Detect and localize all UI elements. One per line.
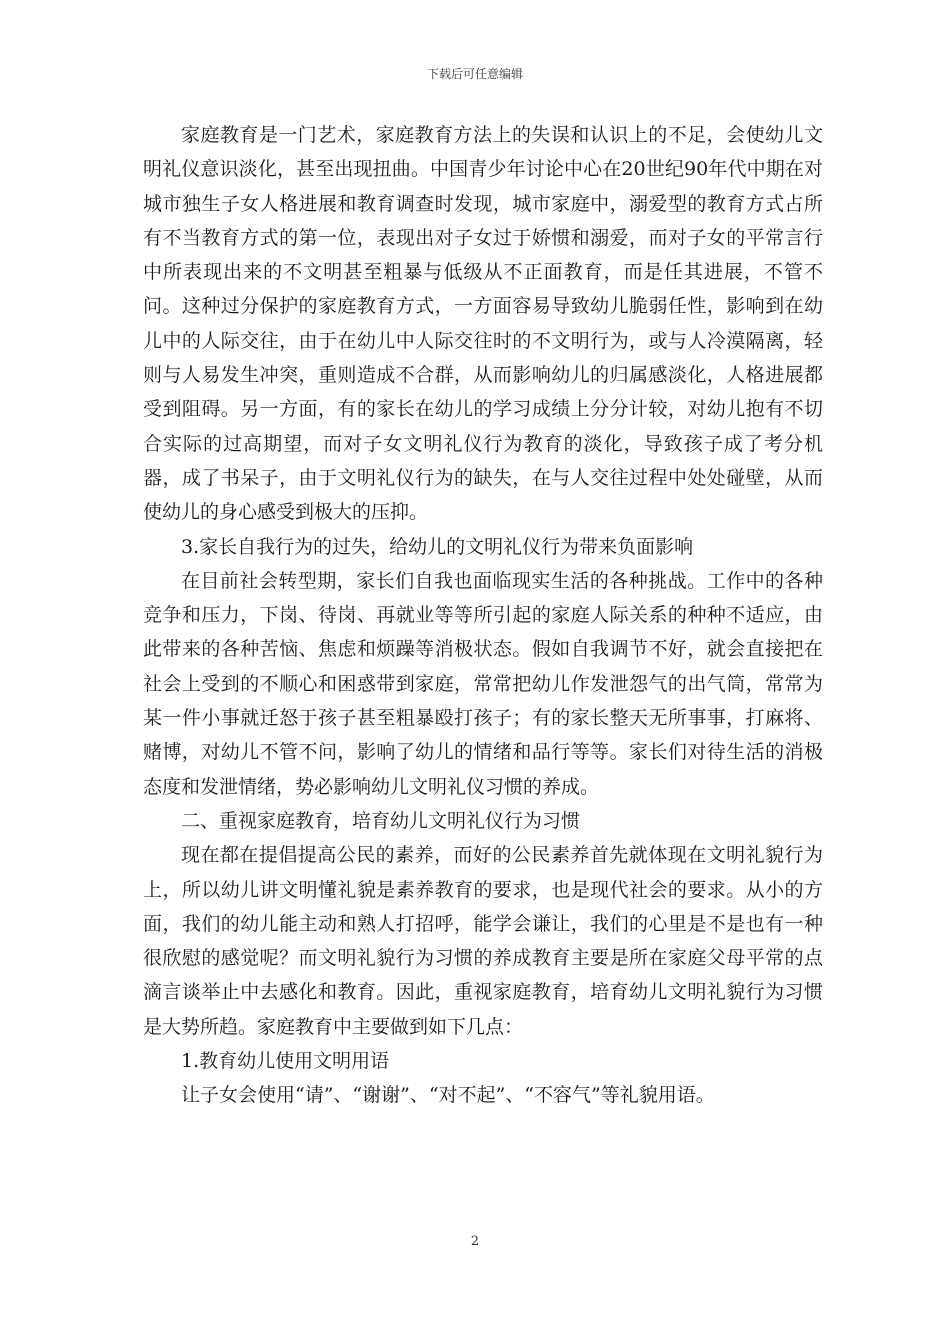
document-body (143, 118, 823, 1113)
section-heading: 二、重视家庭教育，培育幼儿文明礼仪行为习惯 (181, 809, 581, 832)
section-heading: 1.教育幼儿使用文明用语 (181, 1050, 390, 1073)
paragraph: 现在都在提倡提高公民的素养，而好的公民素养首先就体现在文明礼貌行为上，所以幼儿讲文明懂礼貌是素养教育的要求，也是现代社会的要求。从小的方面，我们的幼儿能主动和熟人打招呼，能学会谦让，我们的心里是不是也有一种很欣慰的感觉呢？而文明礼貌行为习惯的养成教育主要是所在家庭父母平常的点滴言谈举止中去感化和教育。因此，重视家庭教育，培育幼儿文明礼貌行为习惯是大势所趋。家庭教育中主要做到如下几点： (143, 844, 823, 1038)
page-number: 2 (470, 1234, 480, 1249)
section-heading: 3.家长自我行为的过失，给幼儿的文明礼仪行为带来负面影响 (181, 535, 694, 558)
paragraph: 家庭教育是一门艺术，家庭教育方法上的失误和认识上的不足，会使幼儿文明礼仪意识淡化，甚至出现扭曲。中国青少年讨论中心在20世纪90年代中期在对城市独生子女人格进展和教育调查时发现，城市家庭中，溺爱型的教育方式占所有不当教育方式的第一位，表现出对子女过于娇惯和溺爱，而对子女的平常言行中所表现出来的不文明甚至粗暴与低级从不正面教育，而是任其进展，不管不问。这种过分保护的家庭教育方式，一方面容易导致幼儿脆弱任性，影响到在幼儿中的人际交往，由于在幼儿中人际交往时的不文明行为，或与人冷漠隔离，轻则与人易发生冲突，重则造成不合群，从而影响幼儿的归属感淡化，人格进展都受到阻碍。另一方面，有的家长在幼儿的学习成绩上分分计较，对幼儿抱有不切合实际的过高期望，而对子女文明礼仪行为教育的淡化，导致孩子成了考分机器，成了书呆子，由于文明礼仪行为的缺失，在与人交往过程中处处碰壁，从而使幼儿的身心感受到极大的压抑。 (143, 124, 823, 524)
page-header: 下载后可任意编辑 (426, 67, 523, 81)
paragraph: 让子女会使用“请”、“谢谢”、“对不起”、“不容气”等礼貌用语。 (181, 1084, 715, 1107)
paragraph: 在目前社会转型期，家长们自我也面临现实生活的各种挑战。工作中的各种竞争和压力，下岗、待岗、再就业等等所引起的家庭人际关系的种种不适应，由此带来的各种苦恼、焦虑和烦躁等消极状态。假如自我调节不好，就会直接把在社会上受到的不顺心和困惑带到家庭，常常把幼儿作发泄怨气的出气筒，常常为某一件小事就迁怒于孩子甚至粗暴殴打孩子；有的家长整天无所事事，打麻将、赌博，对幼儿不管不问，影响了幼儿的情绪和品行等等。家长们对待生活的消极态度和发泄情绪，势必影响幼儿文明礼仪习惯的养成。 (143, 569, 823, 798)
